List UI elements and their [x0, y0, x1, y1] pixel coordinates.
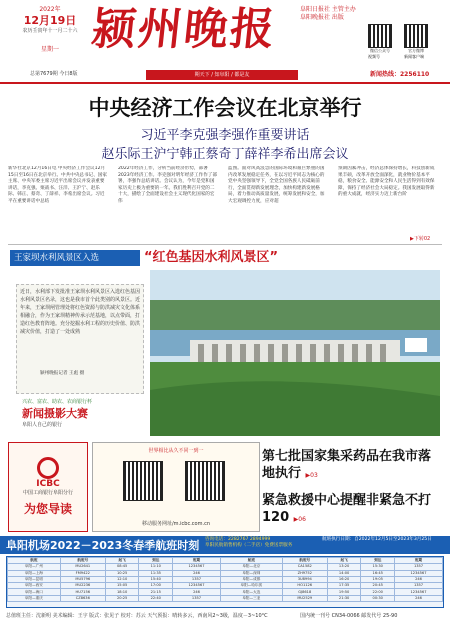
promo-line-1: 兴农、富农、助农、农商银行杯 [22, 399, 93, 405]
feature-label: 王家坝水利风景区入选 [10, 250, 140, 266]
flight-banner-dates: 航班执行日期：自2022年12月5日至2023年3月25日 [322, 537, 432, 542]
schedule-cell: 11:35 [139, 570, 173, 576]
schedule-cell: 15:05 [105, 583, 139, 589]
page-ref: ▶03 [305, 472, 318, 479]
daodu-label: 为您导读 [23, 502, 72, 516]
schedule-cell: 11:10 [139, 564, 173, 570]
weekday: 星期一 [40, 46, 59, 53]
date: 12月19日 [23, 14, 77, 27]
schedule-cell: 起飞 [105, 558, 139, 564]
schedule-cell: 1357 [395, 583, 443, 589]
lunar-date: 农历壬寅年十一月二十六 [22, 28, 78, 34]
photo-credit: 颍州晚报记者 王彪 摄 [40, 371, 85, 376]
schedule-cell: 246 [173, 589, 221, 595]
schedule-cell: 1357 [173, 595, 221, 601]
schedule-cell: 1357 [173, 576, 221, 582]
schedule-cell: 阜阳—重庆 [8, 595, 61, 601]
schedule-cell: 18:10 [105, 589, 139, 595]
schedule-cell: 1234567 [173, 564, 221, 570]
feature-title[interactable]: “红色基因水利风景区” [144, 250, 279, 265]
flight-banner-title: 阜阳机场2022－2023冬春季航班时刻 [6, 539, 200, 552]
publisher-line-2: 阜阳晚报社 出版 [300, 14, 344, 21]
schedule-cell: 17:00 [139, 583, 173, 589]
lead-column-3: 蓝图。面对风高浪急的国际环境和艰巨繁重的国内改革发展稳定任务，在以习近平同志为核心的党中央坚强领导下，全党全国各族人民砥砺前行，全面贯彻新发展理念，加快构建新发展格局，着力推动高质量发展，统筹发展和安全，加大宏观调控力度，应对超 [228, 166, 325, 204]
qr-caption: 视频号 [368, 54, 380, 59]
schedule-cell: 阜阳—昆明 [8, 576, 61, 582]
schedule-cell: 阜阳—深圳 [220, 570, 282, 576]
schedule-cell: 246 [395, 576, 443, 582]
story-1[interactable] [262, 448, 442, 484]
lead-headline[interactable]: 中央经济工作会议在北京举行 [88, 96, 362, 120]
schedule-cell: MU5796 [60, 576, 105, 582]
qr-code-icon [404, 24, 428, 48]
schedule-cell: 22:40 [139, 595, 173, 601]
schedule-cell: 航班号 [282, 558, 327, 564]
lead-body [8, 166, 442, 246]
schedule-cell: 阜阳—北京 [220, 564, 282, 570]
news-hotline: 新闻热线：2256110 [370, 71, 430, 78]
schedule-cell: 22:00 [361, 589, 395, 595]
schedule-cell: 阜阳—广州 [8, 564, 61, 570]
qr-ad[interactable] [92, 442, 260, 532]
qr-caption: 微信公众号 [370, 48, 390, 53]
schedule-cell: 13:20 [327, 564, 361, 570]
schedule-cell: 到达 [361, 558, 395, 564]
feature-photo[interactable] [150, 270, 440, 436]
schedule-cell: MU2529 [282, 595, 327, 601]
schedule-cell: 阜阳—三亚 [220, 595, 282, 601]
qr-caption: 新闻客户端 [404, 54, 424, 59]
schedule-cell: 航班 [220, 558, 282, 564]
qr-code-icon [123, 461, 163, 501]
schedule-cell: 阜阳—上海 [8, 570, 61, 576]
year: 2022年 [39, 6, 61, 13]
schedule-cell: 12:10 [105, 576, 139, 582]
schedule-cell: CA1582 [282, 564, 327, 570]
schedule-cell: 1357 [395, 564, 443, 570]
schedule-cell: 15:40 [139, 576, 173, 582]
schedule-cell: CZ8636 [60, 595, 105, 601]
icbc-name: ICBC [36, 479, 60, 489]
schedule-cell: 阜阳—海口 [8, 589, 61, 595]
icbc-ad[interactable] [8, 442, 88, 532]
schedule-cell: ZH9752 [282, 570, 327, 576]
schedule-cell: 00:30 [361, 595, 395, 601]
qr-caption: 官方微博 [408, 48, 424, 53]
issue-info: 总第7679期 今日8版 [30, 71, 78, 77]
schedule-table [7, 557, 443, 602]
schedule-cell: 16:45 [361, 570, 395, 576]
schedule-cell: 阜阳—西安 [8, 583, 61, 589]
schedule-cell: 19:05 [361, 576, 395, 582]
schedule-cell: 起飞 [327, 558, 361, 564]
schedule-cell: 阜阳—哈尔滨 [220, 583, 282, 589]
schedule-cell: 10:25 [105, 570, 139, 576]
story-title: 第七批国家集采药品在我市落地执行 [262, 449, 432, 481]
schedule-cell: 1234567 [395, 589, 443, 595]
lead-column-2: 2022年经济工作，分析当前经济形势，部署2023年经济工作。李克强对明年经济工作作了部署，李强作总结讲话。会议认为，今年是党和国家历史上极为重要的一年。我们胜利召开党的二十大，描绘了全面建设社会主义现代化国家的宏伟 [118, 166, 217, 204]
schedule-cell: 15:30 [361, 564, 395, 570]
schedule-cell: 到达 [139, 558, 173, 564]
schedule-cell: 17:35 [327, 583, 361, 589]
page-ref: ▶06 [293, 516, 306, 523]
footer-credits: 总值班主任：沈新明 美术编辑：王宇 版式：张见子 校对：苏云 天气预报：晴转多云，西南风2~3级，温度－3~10°C [6, 613, 268, 619]
feature-text: 近日，水利部下发批准王家坝水利风景区入选红色基因水利风景区名录，这也是我市首个此类别的风景区。近年来，王家坝闸管理处将红色资源与防洪减灾文化体系相融合，作为王家坝精神传承示范基地，以点带面，打造红色教育阵地。充分挖掘水利工程的历史价值、防洪减灾价值，打造了一处成熟 [16, 284, 144, 394]
story-2[interactable] [262, 492, 442, 528]
flight-hotline: 咨询电话：2282767 2894999 [205, 537, 271, 542]
ad-line-1: 世界相比从久不同一到一 [148, 448, 204, 454]
publisher-line-1: 阜阳日报社 主管主办 [300, 6, 356, 13]
icbc-logo-icon [37, 457, 59, 479]
schedule-cell: HO1126 [282, 583, 327, 589]
promo-bank: 阜阳人自己的银行 [22, 422, 63, 428]
schedule-cell: 19:50 [327, 589, 361, 595]
ad-line-2: 移动服务网址/m.icbc.com.cn [142, 521, 210, 527]
schedule-cell: HU7156 [60, 589, 105, 595]
schedule-cell: 阜阳—成都 [220, 576, 282, 582]
dam-photo-illustration [150, 270, 440, 436]
flight-banner-contact [205, 537, 320, 549]
lead-subhead-2: 赵乐际王沪宁韩正蔡奇丁薛祥李希出席会议 [101, 147, 349, 162]
flight-service: 阜阳民航销售机构（二手店）免费送票服务 [205, 543, 293, 548]
schedule-cell: 16:20 [327, 576, 361, 582]
schedule-cell: 班期 [395, 558, 443, 564]
schedule-cell: 20:45 [361, 583, 395, 589]
schedule-cell: FM9422 [60, 570, 105, 576]
schedule-cell: 21:30 [327, 595, 361, 601]
schedule-cell: 1234567 [395, 570, 443, 576]
promo-line-2: 新闻摄影大赛 [22, 407, 88, 420]
schedule-cell: 班期 [173, 558, 221, 564]
schedule-row [8, 595, 443, 601]
schedule-cell: 20:25 [105, 595, 139, 601]
qr-block-2[interactable] [404, 24, 436, 54]
schedule-cell: 航班 [8, 558, 61, 564]
photo-contest-promo[interactable] [22, 398, 140, 436]
schedule-cell: MU2641 [60, 564, 105, 570]
lead-column-1: 新华社北京12月16日电 中央经济工作会议12月15日至16日在北京举行。中共中央总书记、国家主席、中央军委主席习近平出席会议并发表重要讲话，李克强、栗战书、汪洋、王沪宁、赵乐际、韩正、蔡奇、丁薛祥、李希出席会议。习近平在重要讲话中总结 [8, 166, 107, 204]
schedule-cell: GJ8618 [282, 589, 327, 595]
continue-link[interactable]: ▶下转02 [410, 236, 431, 242]
publisher-line [300, 6, 430, 22]
footer-publication: 国内统一刊号 CN34-0066 邮发代号 25-90 [300, 613, 398, 619]
schedule-cell: 14:00 [327, 570, 361, 576]
icbc-cn: 中国工商银行阜阳分行 [22, 490, 73, 496]
flight-schedule-table [6, 556, 444, 608]
schedule-cell: 1234567 [173, 583, 221, 589]
schedule-cell: 08:45 [105, 564, 139, 570]
slogan-bar: 期天下 / 知阜阳 / 都是友 [146, 70, 298, 80]
newspaper-logo: 颍州晚报 [89, 4, 279, 55]
schedule-cell: MU2236 [60, 583, 105, 589]
schedule-cell: 阜阳—大连 [220, 589, 282, 595]
qr-code-icon [368, 24, 392, 48]
schedule-cell: 21:15 [139, 589, 173, 595]
qr-code-icon [185, 461, 225, 501]
lead-column-4: 预期因素冲击，经济总体保持增长，科技创新成果丰硕，改革开放全面深化，就业物价基本平稳，粮食安全、能源安全和人民生活得到有效保障，保持了经济社会大局稳定。我国发展取得新的重大成就，经济实力迈上新台阶 [338, 166, 435, 198]
schedule-cell: 航班号 [60, 558, 105, 564]
schedule-cell: 246 [395, 595, 443, 601]
schedule-cell: 246 [173, 570, 221, 576]
schedule-cell: 3U8994 [282, 576, 327, 582]
story-title: 紧急救援中心提醒非紧急不打120 [262, 493, 432, 525]
lead-subhead-1: 习近平李克强李强作重要讲话 [140, 128, 310, 143]
